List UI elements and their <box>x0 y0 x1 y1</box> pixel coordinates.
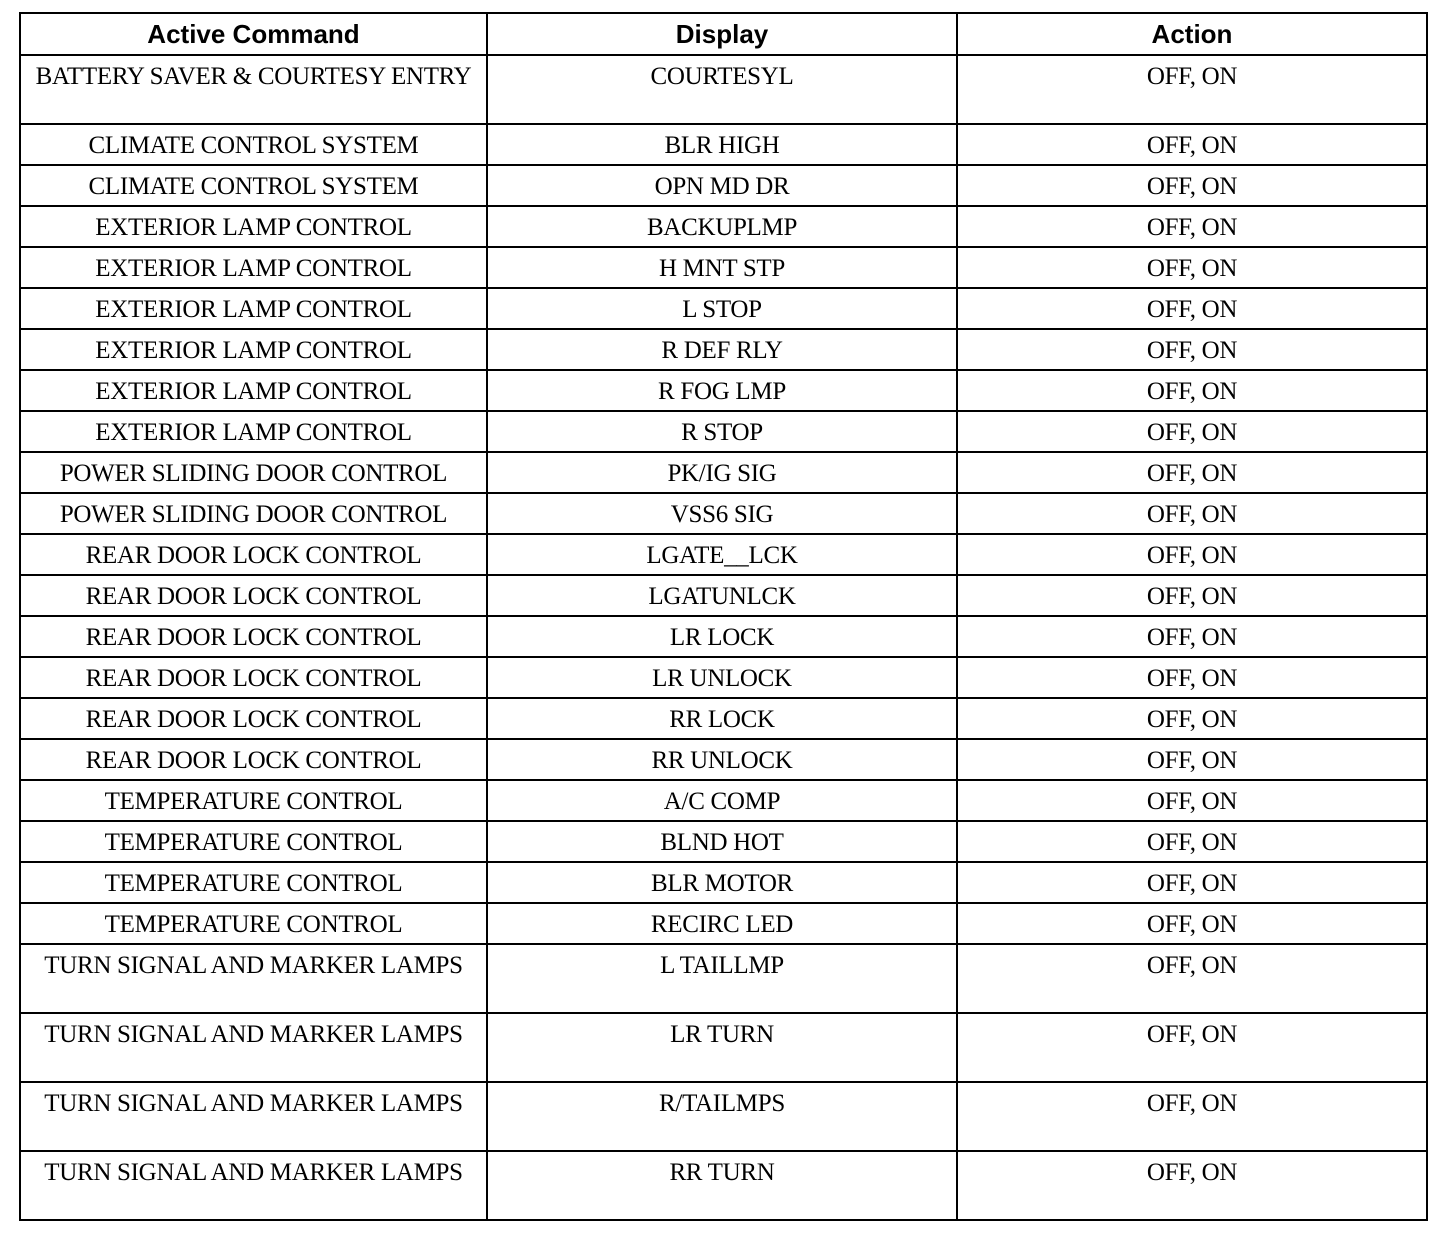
action-cell: OFF, ON <box>957 657 1427 698</box>
action-cell: OFF, ON <box>957 780 1427 821</box>
command-cell: EXTERIOR LAMP CONTROL <box>20 329 487 370</box>
display-cell: R STOP <box>487 411 957 452</box>
table-row <box>20 616 1427 657</box>
command-cell: BATTERY SAVER & COURTESY ENTRY <box>20 55 487 124</box>
table-row <box>20 944 1427 1013</box>
command-cell: EXTERIOR LAMP CONTROL <box>20 288 487 329</box>
table-row <box>20 739 1427 780</box>
command-cell: REAR DOOR LOCK CONTROL <box>20 575 487 616</box>
table-row <box>20 124 1427 165</box>
action-cell: OFF, ON <box>957 944 1427 1013</box>
table-row <box>20 493 1427 534</box>
action-cell: OFF, ON <box>957 821 1427 862</box>
display-cell: RR UNLOCK <box>487 739 957 780</box>
command-cell: POWER SLIDING DOOR CONTROL <box>20 452 487 493</box>
display-cell: R FOG LMP <box>487 370 957 411</box>
action-cell: OFF, ON <box>957 452 1427 493</box>
command-cell: TURN SIGNAL AND MARKER LAMPS <box>20 1082 487 1151</box>
command-cell: REAR DOOR LOCK CONTROL <box>20 534 487 575</box>
display-cell: BLR HIGH <box>487 124 957 165</box>
table-row <box>20 165 1427 206</box>
command-cell: REAR DOOR LOCK CONTROL <box>20 616 487 657</box>
table-row <box>20 370 1427 411</box>
action-cell: OFF, ON <box>957 1151 1427 1220</box>
action-cell: OFF, ON <box>957 55 1427 124</box>
action-cell: OFF, ON <box>957 698 1427 739</box>
display-cell: RR LOCK <box>487 698 957 739</box>
display-cell: LR UNLOCK <box>487 657 957 698</box>
table-row <box>20 411 1427 452</box>
table-row <box>20 534 1427 575</box>
display-cell: BLR MOTOR <box>487 862 957 903</box>
table-header <box>20 13 1427 55</box>
command-cell: EXTERIOR LAMP CONTROL <box>20 370 487 411</box>
header-active-command: Active Command <box>20 13 487 55</box>
command-cell: TEMPERATURE CONTROL <box>20 780 487 821</box>
display-cell: COURTESYL <box>487 55 957 124</box>
table-row <box>20 575 1427 616</box>
command-cell: REAR DOOR LOCK CONTROL <box>20 739 487 780</box>
table-row <box>20 1082 1427 1151</box>
active-command-table <box>19 12 1428 1221</box>
table-row <box>20 821 1427 862</box>
header-action: Action <box>957 13 1427 55</box>
display-cell: L TAILLMP <box>487 944 957 1013</box>
display-cell: A/C COMP <box>487 780 957 821</box>
command-cell: CLIMATE CONTROL SYSTEM <box>20 165 487 206</box>
display-cell: BLND HOT <box>487 821 957 862</box>
command-cell: POWER SLIDING DOOR CONTROL <box>20 493 487 534</box>
display-cell: LGATE__LCK <box>487 534 957 575</box>
table-row <box>20 1013 1427 1082</box>
command-cell: EXTERIOR LAMP CONTROL <box>20 247 487 288</box>
display-cell: LR TURN <box>487 1013 957 1082</box>
table-row <box>20 1151 1427 1220</box>
display-cell: L STOP <box>487 288 957 329</box>
action-cell: OFF, ON <box>957 370 1427 411</box>
action-cell: OFF, ON <box>957 329 1427 370</box>
action-cell: OFF, ON <box>957 534 1427 575</box>
display-cell: VSS6 SIG <box>487 493 957 534</box>
document-sheet <box>19 12 1426 1221</box>
table-body <box>20 55 1427 1220</box>
action-cell: OFF, ON <box>957 862 1427 903</box>
header-display: Display <box>487 13 957 55</box>
display-cell: RR TURN <box>487 1151 957 1220</box>
command-cell: TURN SIGNAL AND MARKER LAMPS <box>20 944 487 1013</box>
command-cell: TURN SIGNAL AND MARKER LAMPS <box>20 1013 487 1082</box>
table-row <box>20 329 1427 370</box>
display-cell: H MNT STP <box>487 247 957 288</box>
action-cell: OFF, ON <box>957 493 1427 534</box>
command-cell: REAR DOOR LOCK CONTROL <box>20 657 487 698</box>
action-cell: OFF, ON <box>957 124 1427 165</box>
table-row <box>20 247 1427 288</box>
action-cell: OFF, ON <box>957 1082 1427 1151</box>
table-row <box>20 657 1427 698</box>
action-cell: OFF, ON <box>957 288 1427 329</box>
display-cell: LGATUNLCK <box>487 575 957 616</box>
action-cell: OFF, ON <box>957 739 1427 780</box>
display-cell: OPN MD DR <box>487 165 957 206</box>
table-row <box>20 862 1427 903</box>
command-cell: TEMPERATURE CONTROL <box>20 821 487 862</box>
action-cell: OFF, ON <box>957 616 1427 657</box>
table-row <box>20 55 1427 124</box>
action-cell: OFF, ON <box>957 903 1427 944</box>
table-row <box>20 698 1427 739</box>
command-cell: REAR DOOR LOCK CONTROL <box>20 698 487 739</box>
table-row <box>20 288 1427 329</box>
action-cell: OFF, ON <box>957 247 1427 288</box>
action-cell: OFF, ON <box>957 165 1427 206</box>
command-cell: TEMPERATURE CONTROL <box>20 903 487 944</box>
display-cell: PK/IG SIG <box>487 452 957 493</box>
action-cell: OFF, ON <box>957 411 1427 452</box>
command-cell: EXTERIOR LAMP CONTROL <box>20 206 487 247</box>
table-row <box>20 206 1427 247</box>
table-row <box>20 903 1427 944</box>
command-cell: EXTERIOR LAMP CONTROL <box>20 411 487 452</box>
command-cell: CLIMATE CONTROL SYSTEM <box>20 124 487 165</box>
action-cell: OFF, ON <box>957 206 1427 247</box>
display-cell: LR LOCK <box>487 616 957 657</box>
command-cell: TEMPERATURE CONTROL <box>20 862 487 903</box>
display-cell: R DEF RLY <box>487 329 957 370</box>
table-row <box>20 452 1427 493</box>
display-cell: RECIRC LED <box>487 903 957 944</box>
display-cell: BACKUPLMP <box>487 206 957 247</box>
header-row <box>20 13 1427 55</box>
display-cell: R/TAILMPS <box>487 1082 957 1151</box>
action-cell: OFF, ON <box>957 1013 1427 1082</box>
action-cell: OFF, ON <box>957 575 1427 616</box>
command-cell: TURN SIGNAL AND MARKER LAMPS <box>20 1151 487 1220</box>
table-row <box>20 780 1427 821</box>
